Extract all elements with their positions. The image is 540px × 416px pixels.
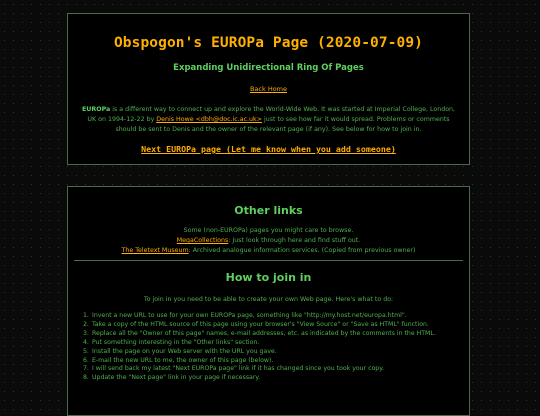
- step-text: Take a copy of the HTML source of this page using your browser's "View Source" or "Save as HTML" function.: [92, 320, 429, 328]
- step-text: Put something interesting in the "Other links" section.: [92, 338, 260, 346]
- intro-text-2: just to see how far it would spread. Problems or comments should be sent to Denis and the owner of the relevant page (if any). See below for how to join in.: [115, 116, 450, 133]
- step-text: Invent a new URL to use for your own EUROPa page, something like "http://my.host.net/europa.html".: [92, 312, 407, 319]
- next-europa-link[interactable]: Next EUROPa page (Let me know when you add someone): [141, 144, 396, 154]
- teletext-museum-desc: : Archived analogue information services. (Copied from previous owner): [188, 247, 416, 254]
- teletext-museum-link[interactable]: The Teletext Museum: [121, 247, 189, 254]
- list-item: [83, 312, 469, 321]
- list-item: [68, 236, 469, 246]
- page-title: Obspogon's EUROPa Page (2020-07-09): [113, 35, 424, 51]
- join-steps-list: [83, 312, 469, 383]
- step-text: Install the page on your Web server with the URL you gave.: [92, 347, 277, 355]
- intro-europa-bold: EUROPa: [81, 106, 111, 113]
- step-text: Update the "Next page" link in your page if necessary.: [92, 374, 261, 382]
- page-subtitle: Expanding Unidirectional Ring Of Pages: [173, 63, 364, 73]
- step-text: E-mail the new URL to me, the owner of this page (below).: [92, 356, 274, 364]
- other-links-list: [68, 226, 469, 256]
- list-item: [83, 374, 469, 383]
- step-number: 1.: [83, 312, 89, 319]
- back-home-link[interactable]: Back Home: [249, 85, 288, 93]
- intro-text-1: is a different way to connect up and explore the World-Wide Web. It was started at Imperial College, London, UK on 1994-12-22 by: [87, 106, 456, 123]
- other-links-intro: Some (non-EUROPa) pages you might care to browse.: [183, 227, 354, 234]
- list-item: [68, 246, 469, 256]
- intro-paragraph: [80, 105, 457, 135]
- list-item: [83, 365, 469, 374]
- step-number: 8.: [83, 374, 89, 382]
- content-panel: [67, 186, 470, 416]
- step-text: Replace all the "Owner of this page" names, e-mail addresses, etc. as indicated by the comments in the HTML.: [92, 329, 436, 337]
- list-item: [83, 339, 469, 348]
- list-item: [83, 321, 469, 330]
- step-number: 5.: [83, 347, 89, 355]
- other-links-heading: Other links: [234, 204, 303, 217]
- list-item: [83, 330, 469, 339]
- step-number: 3.: [83, 329, 89, 337]
- megacollections-desc: : Just look through here and find stuff out.: [228, 237, 361, 244]
- list-item: [83, 348, 469, 357]
- join-heading: How to join in: [225, 271, 312, 284]
- step-text: I will send back my latest "Next EUROPa page" link if it has changed since you took your copy.: [92, 365, 384, 373]
- header-panel: [67, 13, 470, 165]
- denis-howe-link[interactable]: Denis Howe <dbh@doc.ic.ac.uk>: [156, 116, 262, 123]
- list-item: [83, 357, 469, 366]
- step-number: 4.: [83, 338, 89, 346]
- step-number: 2.: [83, 320, 89, 328]
- step-number: 7.: [83, 365, 89, 373]
- step-number: 6.: [83, 356, 89, 364]
- section-divider: [74, 260, 463, 261]
- megacollections-link[interactable]: MegaCollections: [176, 237, 229, 244]
- join-intro: To join in you need to be able to create your own Web page. Here's what to do:: [143, 296, 394, 303]
